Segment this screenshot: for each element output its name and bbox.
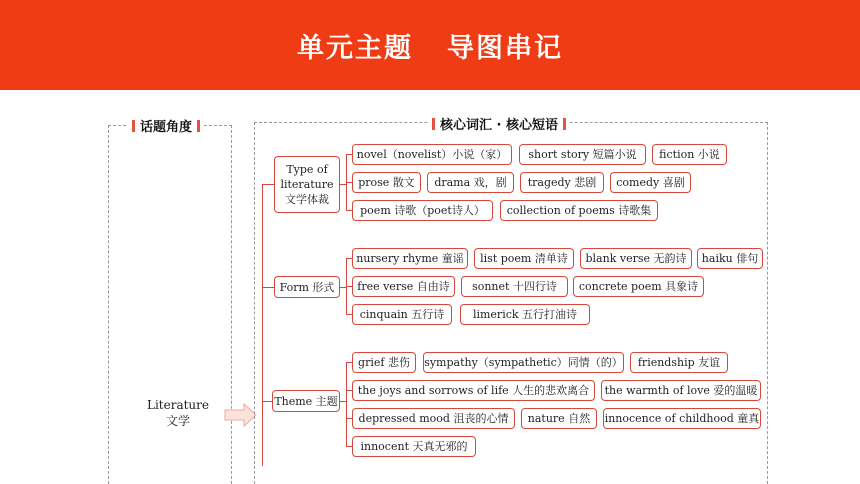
vocab-chip: cinquain 五行诗 xyxy=(352,304,452,325)
vocab-chip: blank verse 无韵诗 xyxy=(580,248,692,269)
vocab-chip: nursery rhyme 童谣 xyxy=(352,248,468,269)
vocab-chip: limerick 五行打油诗 xyxy=(460,304,590,325)
title-part2: 导图串记 xyxy=(447,32,563,64)
root-topic xyxy=(138,397,218,429)
main-trunk-line xyxy=(262,184,263,466)
genre-stub-line xyxy=(340,184,346,185)
theme-stub-line xyxy=(340,401,346,402)
category-genre-line2: literature xyxy=(280,178,334,191)
vocab-chip: poem 诗歌（poet诗人） xyxy=(352,200,493,221)
category-genre-line3: 文学体裁 xyxy=(285,193,329,206)
header-banner xyxy=(0,0,860,90)
category-theme xyxy=(272,390,340,412)
branch-genre-line xyxy=(262,184,274,185)
vocabulary-panel-heading xyxy=(428,114,570,133)
category-theme-label: Theme 主题 xyxy=(274,394,338,408)
branch-theme-line xyxy=(262,401,272,402)
vocab-chip: innocent 天真无邪的 xyxy=(352,436,476,457)
page-title xyxy=(297,26,563,65)
heading-bar-right xyxy=(563,118,566,130)
category-genre-line1: Type of xyxy=(286,163,328,176)
heading-bar-left xyxy=(432,118,435,130)
theme-bracket-line xyxy=(346,362,347,446)
vocab-chip: sonnet 十四行诗 xyxy=(461,276,568,297)
heading-bar-left xyxy=(132,120,135,132)
vocab-chip: list poem 清单诗 xyxy=(474,248,574,269)
vocab-chip: the warmth of love 爱的温暖 xyxy=(601,380,761,401)
vocab-chip: novel（novelist）小说（家） xyxy=(352,144,512,165)
heading-bar-right xyxy=(197,120,200,132)
title-part1: 单元主题 xyxy=(297,32,413,64)
vocab-chip: short story 短篇小说 xyxy=(519,144,646,165)
vocab-chip: nature 自然 xyxy=(521,408,597,429)
vocab-chip: grief 悲伤 xyxy=(352,352,416,373)
vocab-chip: comedy 喜剧 xyxy=(610,172,691,193)
vocab-chip: innocence of childhood 童真 xyxy=(603,408,761,429)
vocab-chip: tragedy 悲剧 xyxy=(520,172,604,193)
category-form xyxy=(274,276,340,298)
vocab-chip: free verse 自由诗 xyxy=(352,276,455,297)
category-form-label: Form 形式 xyxy=(279,280,335,294)
branch-form-line xyxy=(262,287,274,288)
topic-panel xyxy=(108,125,232,484)
vocab-chip: concrete poem 具象诗 xyxy=(573,276,704,297)
category-type-of-literature xyxy=(274,156,340,213)
topic-heading-text: 话题角度 xyxy=(140,120,193,135)
vocab-chip: haiku 俳句 xyxy=(697,248,763,269)
vocab-chip: the joys and sorrows of life 人生的悲欢离合 xyxy=(352,380,595,401)
vocab-chip: fiction 小说 xyxy=(652,144,727,165)
vocab-chip: sympathy（sympathetic）同情（的） xyxy=(423,352,624,373)
right-arrow-icon xyxy=(224,402,258,428)
vocab-chip: drama 戏，剧 xyxy=(427,172,514,193)
vocabulary-heading-text: 核心词汇 · 核心短语 xyxy=(440,118,558,133)
vocab-chip: prose 散文 xyxy=(352,172,421,193)
root-topic-en: Literature xyxy=(146,398,209,412)
topic-panel-heading xyxy=(128,116,204,135)
vocab-chip: friendship 友谊 xyxy=(630,352,728,373)
vocab-chip: collection of poems 诗歌集 xyxy=(500,200,658,221)
vocab-chip: depressed mood 沮丧的心情 xyxy=(352,408,515,429)
root-topic-cn: 文学 xyxy=(165,414,190,428)
